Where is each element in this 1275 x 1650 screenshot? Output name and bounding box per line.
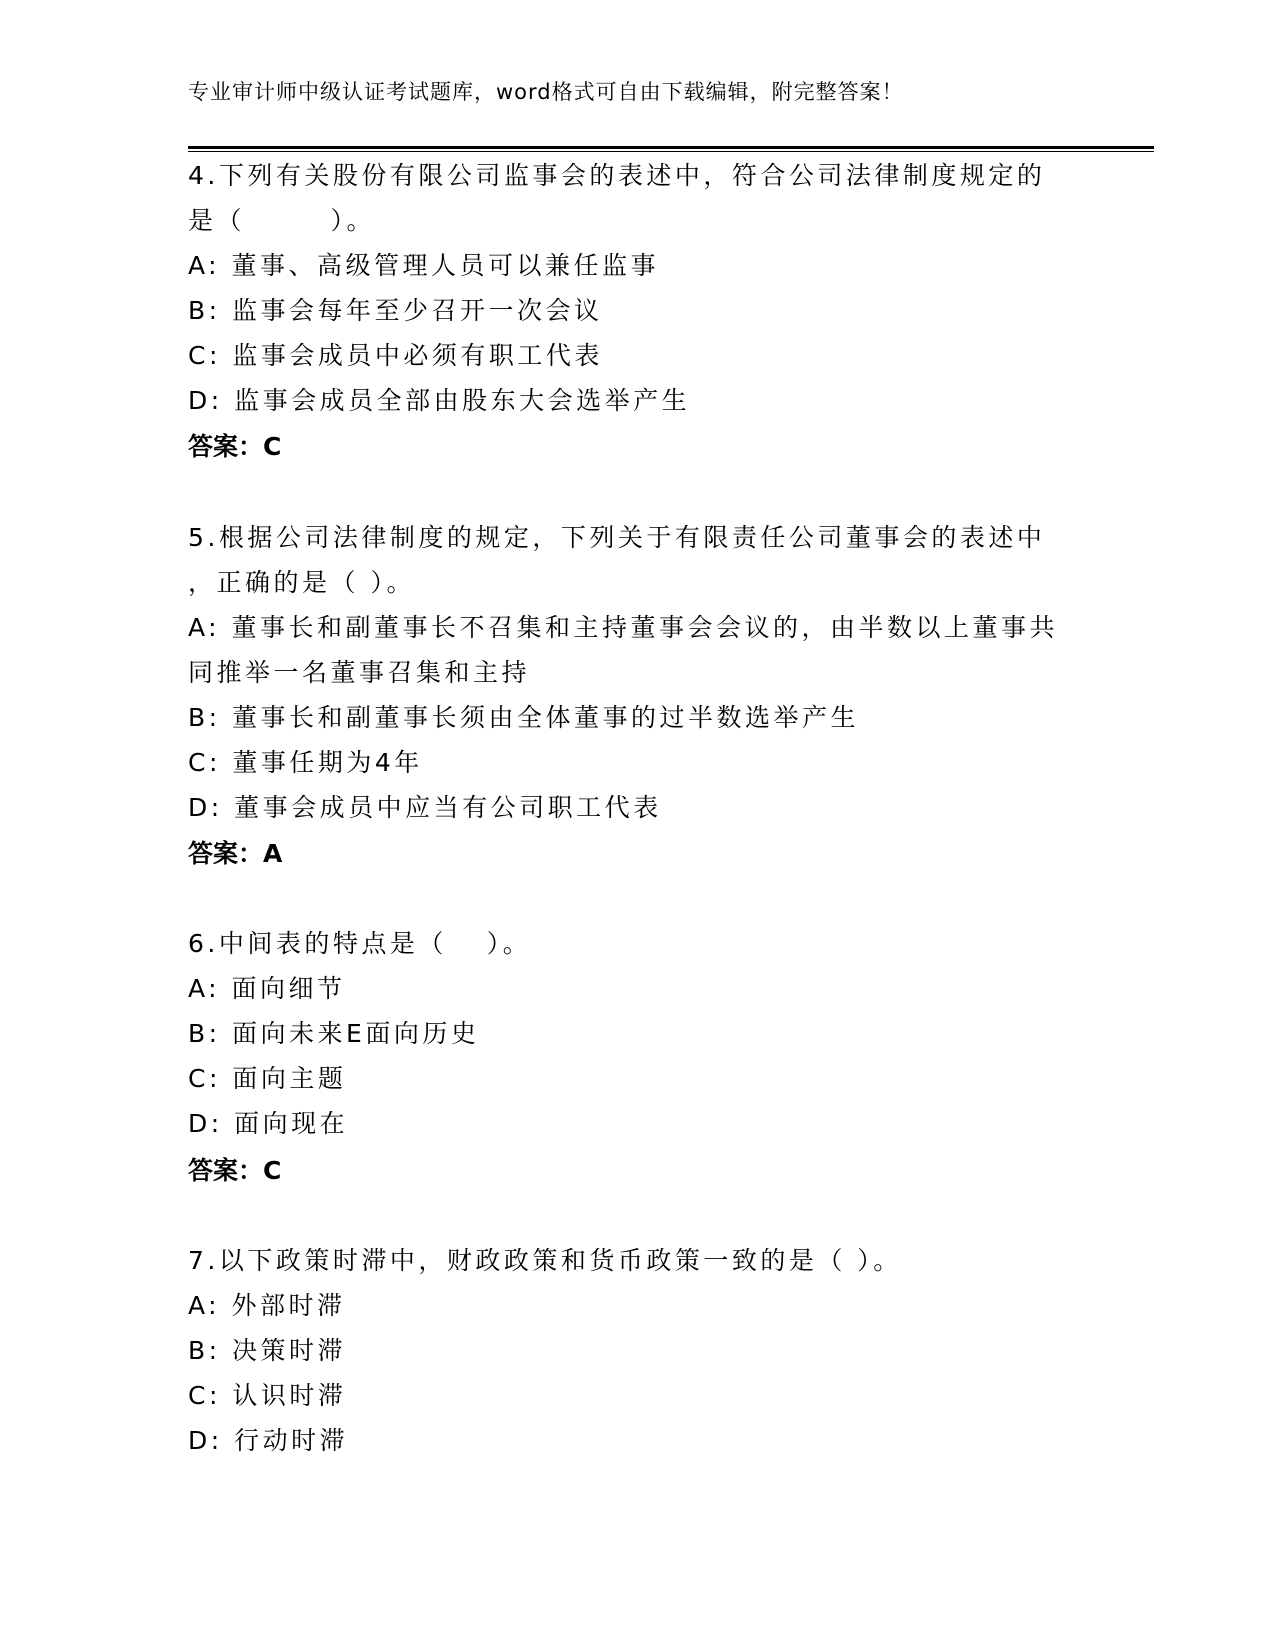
question-4-option-a: A: 董事、高级管理人员可以兼任监事 — [188, 251, 660, 280]
question-7-stem: 7.以下政策时滞中，财政政策和货币政策一致的是（ ）。 — [188, 1246, 902, 1275]
question-5-stem-line-2: ，正确的是（ ）。 — [188, 568, 415, 597]
question-5-option-a-line-1: A: 董事长和副董事长不召集和主持董事会会议的，由半数以上董事共 — [188, 613, 1059, 642]
question-7-option-c: C: 认识时滞 — [188, 1381, 347, 1410]
header-rule-thin — [188, 151, 1154, 152]
question-4-option-c: C: 监事会成员中必须有职工代表 — [188, 341, 603, 370]
question-6-option-c: C: 面向主题 — [188, 1064, 347, 1093]
question-6-answer: 答案：C — [188, 1156, 282, 1185]
question-6-option-b: B: 面向未来E面向历史 — [188, 1019, 480, 1048]
question-4-option-b: B: 监事会每年至少召开一次会议 — [188, 296, 603, 325]
question-5-option-a-line-2: 同推举一名董事召集和主持 — [188, 658, 531, 687]
question-4-answer: 答案：C — [188, 432, 282, 461]
question-6-option-d: D: 面向现在 — [188, 1109, 349, 1138]
question-5-option-d: D: 董事会成员中应当有公司职工代表 — [188, 793, 662, 822]
question-5-option-b: B: 董事长和副董事长须由全体董事的过半数选举产生 — [188, 703, 860, 732]
question-4-option-d: D: 监事会成员全部由股东大会选举产生 — [188, 386, 691, 415]
question-4-stem-line-1: 4.下列有关股份有限公司监事会的表述中，符合公司法律制度规定的 — [188, 161, 1046, 190]
question-4-stem-line-2: 是（ ）。 — [188, 206, 376, 235]
question-5-answer: 答案：A — [188, 839, 283, 868]
question-7-option-d: D: 行动时滞 — [188, 1426, 349, 1455]
question-7-option-a: A: 外部时滞 — [188, 1291, 346, 1320]
document-header: 专业审计师中级认证考试题库，word格式可自由下载编辑，附完整答案！ — [188, 80, 904, 104]
header-rule-thick — [188, 146, 1154, 149]
question-6-option-a: A: 面向细节 — [188, 974, 346, 1003]
question-5-stem-line-1: 5.根据公司法律制度的规定，下列关于有限责任公司董事会的表述中 — [188, 523, 1046, 552]
question-5-option-c: C: 董事任期为4年 — [188, 748, 423, 777]
question-6-stem: 6.中间表的特点是（ ）。 — [188, 929, 532, 958]
question-7-option-b: B: 决策时滞 — [188, 1336, 347, 1365]
